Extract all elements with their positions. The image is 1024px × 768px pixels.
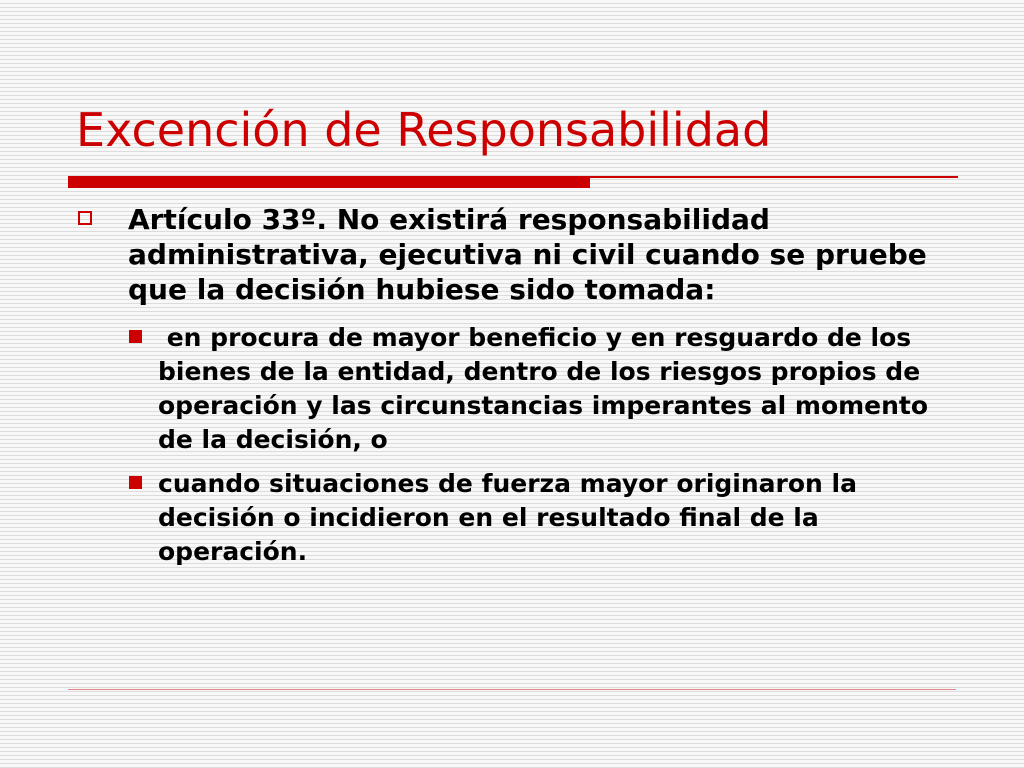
solid-square-icon: [129, 330, 142, 343]
title-underline-thin: [590, 176, 958, 178]
bullet-article-33: [76, 202, 966, 307]
sub-bullet-1: [76, 321, 966, 457]
solid-square-icon: [129, 476, 142, 489]
hollow-square-icon: [78, 211, 92, 225]
sub-bullet-2: [76, 467, 966, 569]
sub-bullet-text: cuando situaciones de fuerza mayor originaron la decisión o incidieron en el resultado final de la operación.: [158, 469, 857, 566]
article-text: Artículo 33º. No existirá responsabilidad administrativa, ejecutiva ni civil cuando se pruebe que la decisión hubiese sido tomada:: [128, 203, 927, 306]
slide-content: [76, 202, 966, 569]
footer-divider: [68, 689, 956, 690]
title-underline-thick: [68, 176, 590, 188]
sub-bullet-text: en procura de mayor beneficio y en resguardo de los bienes de la entidad, dentro de los riesgos propios de operación y las circunstancias imperantes al momento de la decisión, o: [158, 323, 937, 454]
slide-title: Excención de Responsabilidad: [76, 103, 772, 157]
